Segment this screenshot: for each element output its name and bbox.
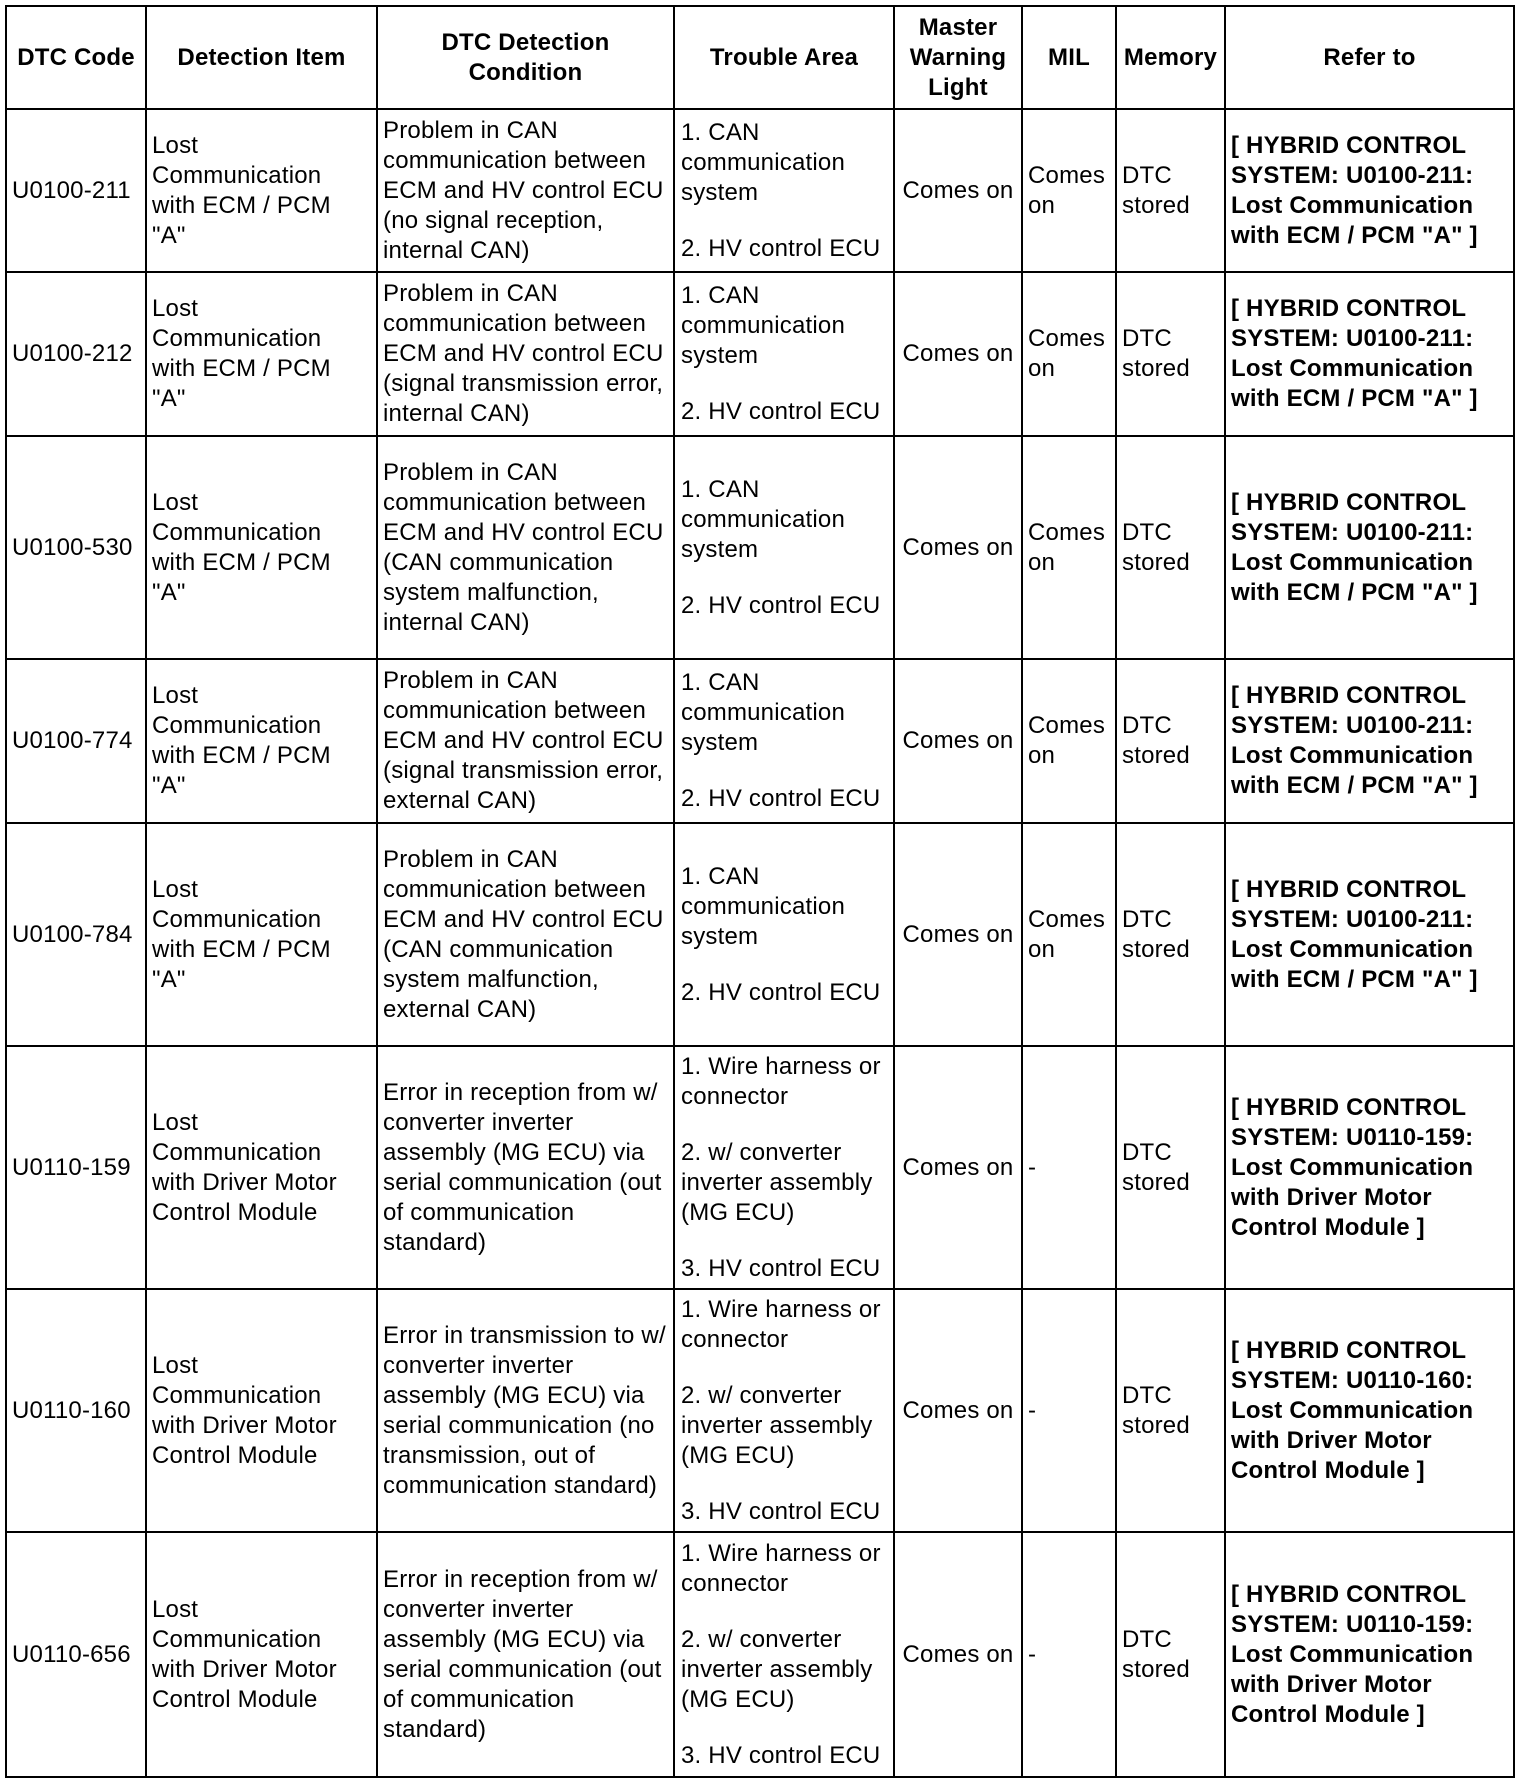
trouble-area-item: 2. HV control ECU (681, 978, 881, 1006)
memory-cell: DTC stored (1116, 659, 1225, 823)
detection-item-cell: Lost Communication with ECM / PCM "A" (146, 272, 377, 436)
dtc-code-cell: U0100-212 (6, 272, 146, 436)
detection-item-cell: Lost Communication with ECM / PCM "A" (146, 823, 377, 1046)
trouble-area-cell (674, 272, 894, 436)
trouble-area-item: 2. HV control ECU (681, 591, 881, 619)
memory-cell: DTC stored (1116, 823, 1225, 1046)
master-warning-cell: Comes on (894, 109, 1022, 272)
detection-condition-cell: Problem in CAN communication between ECM and HV control ECU (CAN communication system malfunction, internal CAN) (377, 436, 674, 659)
mil-cell: Comes on (1022, 109, 1116, 272)
trouble-area-item: 2. w/ converter inverter assembly (MG ECU) (681, 1381, 873, 1469)
refer-to-link[interactable]: [ HYBRID CONTROL SYSTEM: U0100-211: Lost Communication with ECM / PCM "A" ] (1225, 436, 1514, 659)
header-detection-item: Detection Item (146, 6, 377, 109)
trouble-area-item: 1. Wire harness or connector (681, 1052, 881, 1110)
refer-to-link[interactable]: [ HYBRID CONTROL SYSTEM: U0110-160: Lost Communication with Driver Motor Control Module ] (1225, 1289, 1514, 1532)
trouble-area-cell (674, 436, 894, 659)
trouble-area-cell (674, 823, 894, 1046)
memory-cell: DTC stored (1116, 109, 1225, 272)
dtc-table (5, 5, 1515, 1778)
detection-condition-cell: Problem in CAN communication between ECM and HV control ECU (signal transmission error, internal CAN) (377, 272, 674, 436)
table-row (6, 659, 1514, 823)
trouble-area-item: 1. CAN communication system (681, 475, 846, 563)
master-warning-cell: Comes on (894, 1046, 1022, 1289)
detection-condition-cell: Problem in CAN communication between ECM and HV control ECU (no signal reception, internal CAN) (377, 109, 674, 272)
table-row (6, 272, 1514, 436)
dtc-code-cell: U0100-530 (6, 436, 146, 659)
refer-to-link[interactable]: [ HYBRID CONTROL SYSTEM: U0110-159: Lost Communication with Driver Motor Control Module ] (1225, 1532, 1514, 1777)
table-row (6, 436, 1514, 659)
memory-cell: DTC stored (1116, 1289, 1225, 1532)
refer-to-link[interactable]: [ HYBRID CONTROL SYSTEM: U0100-211: Lost Communication with ECM / PCM "A" ] (1225, 272, 1514, 436)
header-row (6, 6, 1514, 109)
header-trouble-area: Trouble Area (674, 6, 894, 109)
trouble-area-item: 1. CAN communication system (681, 118, 846, 206)
table-row (6, 1289, 1514, 1532)
detection-item-cell: Lost Communication with Driver Motor Control Module (146, 1046, 377, 1289)
mil-cell: Comes on (1022, 823, 1116, 1046)
header-detection-condition: DTC Detection Condition (377, 6, 674, 109)
trouble-area-item: 2. w/ converter inverter assembly (MG ECU) (681, 1625, 873, 1713)
master-warning-cell: Comes on (894, 1289, 1022, 1532)
trouble-area-cell (674, 659, 894, 823)
mil-cell: Comes on (1022, 436, 1116, 659)
memory-cell: DTC stored (1116, 272, 1225, 436)
detection-condition-cell: Error in reception from w/ converter inverter assembly (MG ECU) via serial communication (out of communication standard) (377, 1532, 674, 1777)
mil-cell: - (1022, 1289, 1116, 1532)
detection-item-cell: Lost Communication with ECM / PCM "A" (146, 109, 377, 272)
detection-item-cell: Lost Communication with Driver Motor Control Module (146, 1289, 377, 1532)
trouble-area-cell (674, 109, 894, 272)
table-row (6, 1532, 1514, 1777)
detection-item-cell: Lost Communication with ECM / PCM "A" (146, 659, 377, 823)
dtc-code-cell: U0100-774 (6, 659, 146, 823)
detection-condition-cell: Error in transmission to w/ converter inverter assembly (MG ECU) via serial communication (no transmission, out of communication standard) (377, 1289, 674, 1532)
trouble-area-item: 3. HV control ECU (681, 1254, 881, 1282)
trouble-area-item: 3. HV control ECU (681, 1741, 881, 1769)
refer-to-link[interactable]: [ HYBRID CONTROL SYSTEM: U0100-211: Lost Communication with ECM / PCM "A" ] (1225, 659, 1514, 823)
mil-cell: - (1022, 1532, 1116, 1777)
table-row (6, 823, 1514, 1046)
header-refer-to: Refer to (1225, 6, 1514, 109)
mil-cell: Comes on (1022, 659, 1116, 823)
master-warning-cell: Comes on (894, 272, 1022, 436)
trouble-area-item: 1. CAN communication system (681, 282, 846, 369)
header-memory: Memory (1116, 6, 1225, 109)
trouble-area-item: 1. Wire harness or connector (681, 1295, 881, 1353)
memory-cell: DTC stored (1116, 436, 1225, 659)
trouble-area-item: 2. HV control ECU (681, 234, 881, 262)
refer-to-link[interactable]: [ HYBRID CONTROL SYSTEM: U0100-211: Lost Communication with ECM / PCM "A" ] (1225, 823, 1514, 1046)
table-row (6, 1046, 1514, 1289)
trouble-area-item: 3. HV control ECU (681, 1497, 881, 1525)
dtc-code-cell: U0110-656 (6, 1532, 146, 1777)
detection-item-cell: Lost Communication with ECM / PCM "A" (146, 436, 377, 659)
header-dtc-code: DTC Code (6, 6, 146, 109)
trouble-area-item: 2. w/ converter inverter assembly (MG ECU) (681, 1138, 873, 1226)
memory-cell: DTC stored (1116, 1046, 1225, 1289)
trouble-area-cell (674, 1046, 894, 1289)
dtc-code-cell: U0100-211 (6, 109, 146, 272)
dtc-code-cell: U0110-160 (6, 1289, 146, 1532)
detection-condition-cell: Problem in CAN communication between ECM and HV control ECU (signal transmission error, external CAN) (377, 659, 674, 823)
refer-to-link[interactable]: [ HYBRID CONTROL SYSTEM: U0110-159: Lost Communication with Driver Motor Control Module ] (1225, 1046, 1514, 1289)
header-master-warning-light: Master Warning Light (894, 6, 1022, 109)
trouble-area-item: 1. CAN communication system (681, 862, 846, 950)
mil-cell: Comes on (1022, 272, 1116, 436)
master-warning-cell: Comes on (894, 659, 1022, 823)
trouble-area-cell (674, 1532, 894, 1777)
trouble-area-item: 1. CAN communication system (681, 669, 846, 756)
table-row (6, 109, 1514, 272)
detection-condition-cell: Error in reception from w/ converter inverter assembly (MG ECU) via serial communication (out of communication standard) (377, 1046, 674, 1289)
detection-condition-cell: Problem in CAN communication between ECM and HV control ECU (CAN communication system malfunction, external CAN) (377, 823, 674, 1046)
master-warning-cell: Comes on (894, 436, 1022, 659)
trouble-area-item: 2. HV control ECU (681, 398, 881, 425)
master-warning-cell: Comes on (894, 1532, 1022, 1777)
mil-cell: - (1022, 1046, 1116, 1289)
trouble-area-item: 2. HV control ECU (681, 785, 881, 812)
trouble-area-item: 1. Wire harness or connector (681, 1539, 881, 1597)
trouble-area-cell (674, 1289, 894, 1532)
refer-to-link[interactable]: [ HYBRID CONTROL SYSTEM: U0100-211: Lost Communication with ECM / PCM "A" ] (1225, 109, 1514, 272)
dtc-code-cell: U0100-784 (6, 823, 146, 1046)
master-warning-cell: Comes on (894, 823, 1022, 1046)
dtc-code-cell: U0110-159 (6, 1046, 146, 1289)
memory-cell: DTC stored (1116, 1532, 1225, 1777)
header-mil: MIL (1022, 6, 1116, 109)
detection-item-cell: Lost Communication with Driver Motor Control Module (146, 1532, 377, 1777)
